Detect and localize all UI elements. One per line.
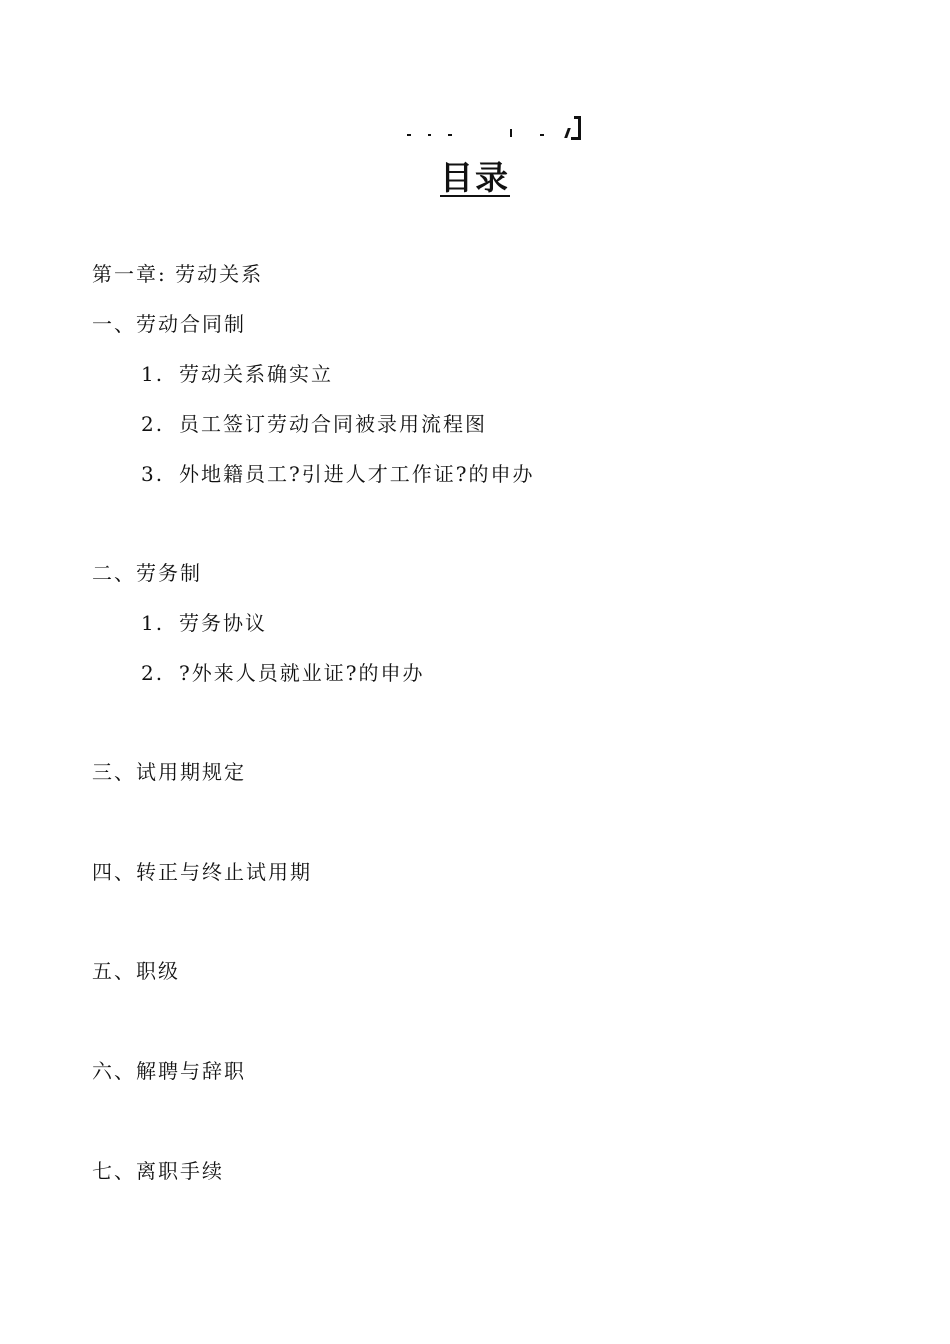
- toc-subitem-text: 劳务协议: [179, 611, 267, 635]
- toc-section-2: 二、劳务制: [92, 561, 202, 585]
- toc-subitem-number: 3.: [141, 462, 165, 486]
- toc-subitem-text: 外地籍员工?引进人才工作证?的申办: [179, 462, 535, 486]
- toc-chapter-1: 第一章: 劳动关系: [92, 262, 264, 286]
- toc-subitem-text: ?外来人员就业证?的申办: [179, 661, 425, 685]
- toc-subitem-number: 2.: [141, 661, 165, 685]
- toc-subitem-number: 1.: [141, 611, 165, 635]
- toc-subitem-text: 劳动关系确实立: [179, 362, 333, 386]
- toc-subitem-number: 2.: [141, 412, 165, 436]
- toc-section-6: 六、解聘与辞职: [92, 1059, 246, 1083]
- toc-subitem: [141, 659, 424, 687]
- scan-artifact-marks: [400, 112, 590, 142]
- page-title-text: 目录: [440, 158, 510, 197]
- toc-section-7: 七、离职手续: [92, 1159, 224, 1183]
- toc-subitem: [141, 460, 534, 488]
- toc-subitem-text: 员工签订劳动合同被录用流程图: [179, 412, 487, 436]
- page-title: [0, 152, 950, 199]
- toc-section-1: 一、劳动合同制: [92, 312, 246, 336]
- toc-subitem: [141, 410, 487, 438]
- toc-section-4: 四、转正与终止试用期: [92, 860, 312, 884]
- toc-section-3: 三、试用期规定: [92, 760, 246, 784]
- toc-subitem: [141, 360, 333, 388]
- toc-subitem-number: 1.: [141, 362, 165, 386]
- toc-section-5: 五、职级: [92, 959, 180, 983]
- toc-subitem: [141, 609, 267, 637]
